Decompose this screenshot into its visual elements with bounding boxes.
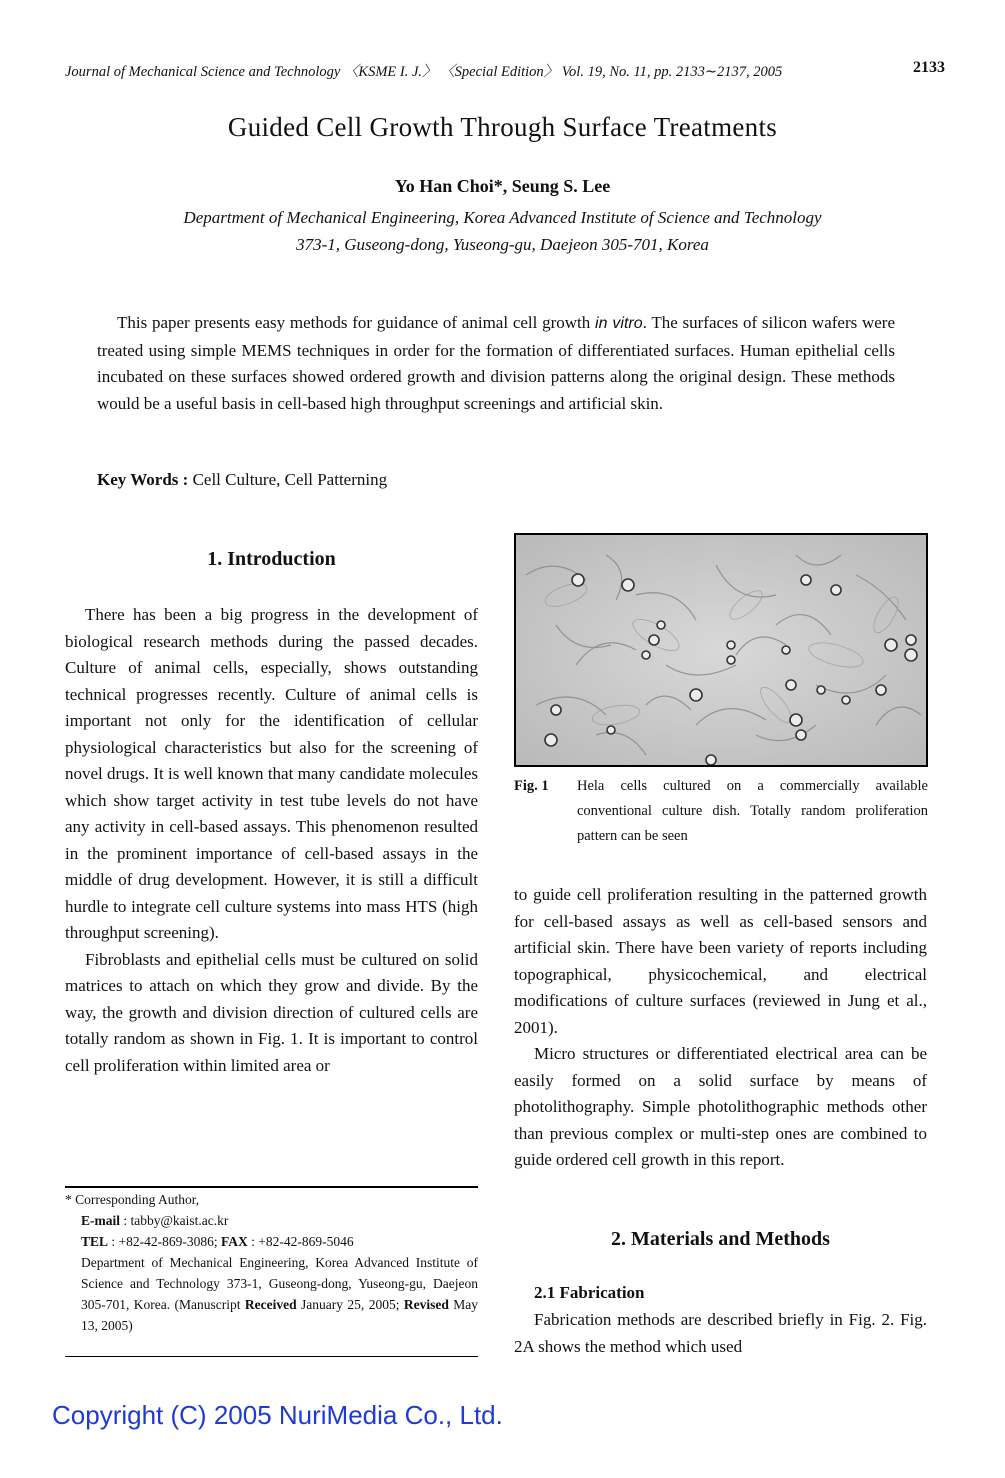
page-number: 2133 bbox=[913, 59, 945, 76]
abstract-text-start: This paper presents easy methods for guidance of animal cell growth bbox=[117, 313, 596, 332]
keywords-label: Key Words : bbox=[97, 470, 189, 489]
keywords bbox=[97, 470, 387, 490]
cell-micrograph-image bbox=[516, 535, 926, 765]
abstract-italic: in vitro bbox=[595, 315, 643, 332]
abstract bbox=[97, 310, 895, 417]
corresponding-author: * Corresponding Author, bbox=[65, 1192, 200, 1207]
fax-label: FAX bbox=[221, 1234, 248, 1249]
affiliation-line-1: Department of Mechanical Engineering, Korea Advanced Institute of Science and Technology bbox=[183, 208, 822, 227]
received-value: January 25, 2005; bbox=[296, 1297, 404, 1312]
email-label: E-mail bbox=[81, 1213, 120, 1228]
footnote-bottom-rule bbox=[65, 1356, 478, 1357]
address-text: Department of Mechanical Engineering, Korea Advanced Institute of Science and Technology 373-1, Guseong-dong, Yuseong-gu, Daejeon 305-701, Korea. (Manuscript bbox=[81, 1255, 478, 1312]
received-label: Received bbox=[244, 1297, 297, 1312]
author-list: Yo Han Choi*, Seung S. Lee bbox=[394, 176, 611, 196]
affiliation bbox=[60, 204, 945, 258]
email-line bbox=[65, 1210, 478, 1231]
copyright-watermark: Copyright (C) 2005 NuriMedia Co., Ltd. bbox=[52, 1400, 503, 1430]
revised-label: Revised bbox=[403, 1297, 449, 1312]
intro-paragraph-2: Fibroblasts and epithelial cells must be cultured on solid matrices to attach on which they grow and divide. By the way, the growth and division direction of cultured cells are totally random as shown in Fig. 1. It is important to control cell proliferation within limited area or bbox=[65, 949, 478, 1075]
keywords-value: Cell Culture, Cell Patterning bbox=[188, 470, 388, 489]
figure-1-micrograph bbox=[514, 533, 928, 767]
email-value: : tabby@kaist.ac.kr bbox=[120, 1213, 229, 1228]
tel-fax-line bbox=[65, 1231, 478, 1252]
journal-citation: Journal of Mechanical Science and Technology 〈KSME I. J.〉 〈Special Edition〉 Vol. 19, No. 11, pp. 2133∼2137, 2005 bbox=[65, 64, 783, 80]
intro-paragraph-1: There has been a big progress in the development of biological research methods during the passed decades. Culture of animal cells, especially, shows outstanding technical progresses recently. Culture of animal cells is important not only for the identification of cellular physiological characteristics but also for the screening of novel drugs. It is well known that many candidate molecules which show target activity in test tube levels do not have any activity in cell-based assays. This phenomenon resulted in the prominent importance of cell-based assays in the middle of drug development. However, it is still a difficult hurdle to integrate cell culture systems into mass HTS (high throughput screening). bbox=[65, 605, 478, 942]
right-paragraph-2: Micro structures or differentiated electrical area can be easily formed on a solid surface by means of photolithography. Simple photolithographic methods other than previous complex or multi-step ones are combined to guide ordered cell growth in this report. bbox=[514, 1044, 927, 1169]
fabrication-paragraph: Fabrication methods are described briefly in Fig. 2. Fig. 2A shows the method which used bbox=[514, 1310, 927, 1356]
revised-value: May 13, 2005) bbox=[81, 1297, 478, 1333]
section-heading-introduction: 1. Introduction bbox=[207, 548, 336, 570]
fabrication-body bbox=[514, 1307, 927, 1360]
footnote-rule bbox=[65, 1186, 478, 1188]
section-heading-materials-methods: 2. Materials and Methods bbox=[611, 1228, 830, 1250]
figure-1-caption-text: Hela cells cultured on a commercially available conventional culture dish. Totally random proliferation pattern can be seen bbox=[577, 778, 928, 844]
footnote bbox=[65, 1189, 478, 1336]
fax-value: : +82-42-869-5046 bbox=[247, 1234, 354, 1249]
right-column-body bbox=[514, 882, 927, 1174]
abstract-text-end: . The surfaces of silicon wafers were treated using simple MEMS techniques in order for the formation of differentiated surfaces. Human epithelial cells incubated on these surfaces showed ordered growth and division patterns along the original design. These methods would be a useful basis in cell-based high throughput screenings and artificial skin. bbox=[97, 313, 896, 413]
figure-1-label: Fig. 1 bbox=[514, 778, 549, 794]
tel-label: TEL bbox=[81, 1234, 109, 1249]
tel-value: : +82-42-869-3086; bbox=[108, 1234, 221, 1249]
address-line bbox=[65, 1252, 478, 1336]
paper-title: Guided Cell Growth Through Surface Treatments bbox=[227, 112, 778, 142]
subsection-heading-fabrication: 2.1 Fabrication bbox=[534, 1283, 645, 1302]
affiliation-line-2: 373-1, Guseong-dong, Yuseong-gu, Daejeon 305-701, Korea bbox=[296, 235, 709, 254]
running-header bbox=[65, 60, 945, 81]
left-column-body bbox=[65, 602, 478, 1079]
right-paragraph-1: to guide cell proliferation resulting in the patterned growth for cell-based assays as well as cell-based sensors and artificial skin. There have been variety of reports including topographical, physicochemical, and electrical modifications of culture surfaces (reviewed in Jung et al., 2001). bbox=[514, 885, 927, 1037]
